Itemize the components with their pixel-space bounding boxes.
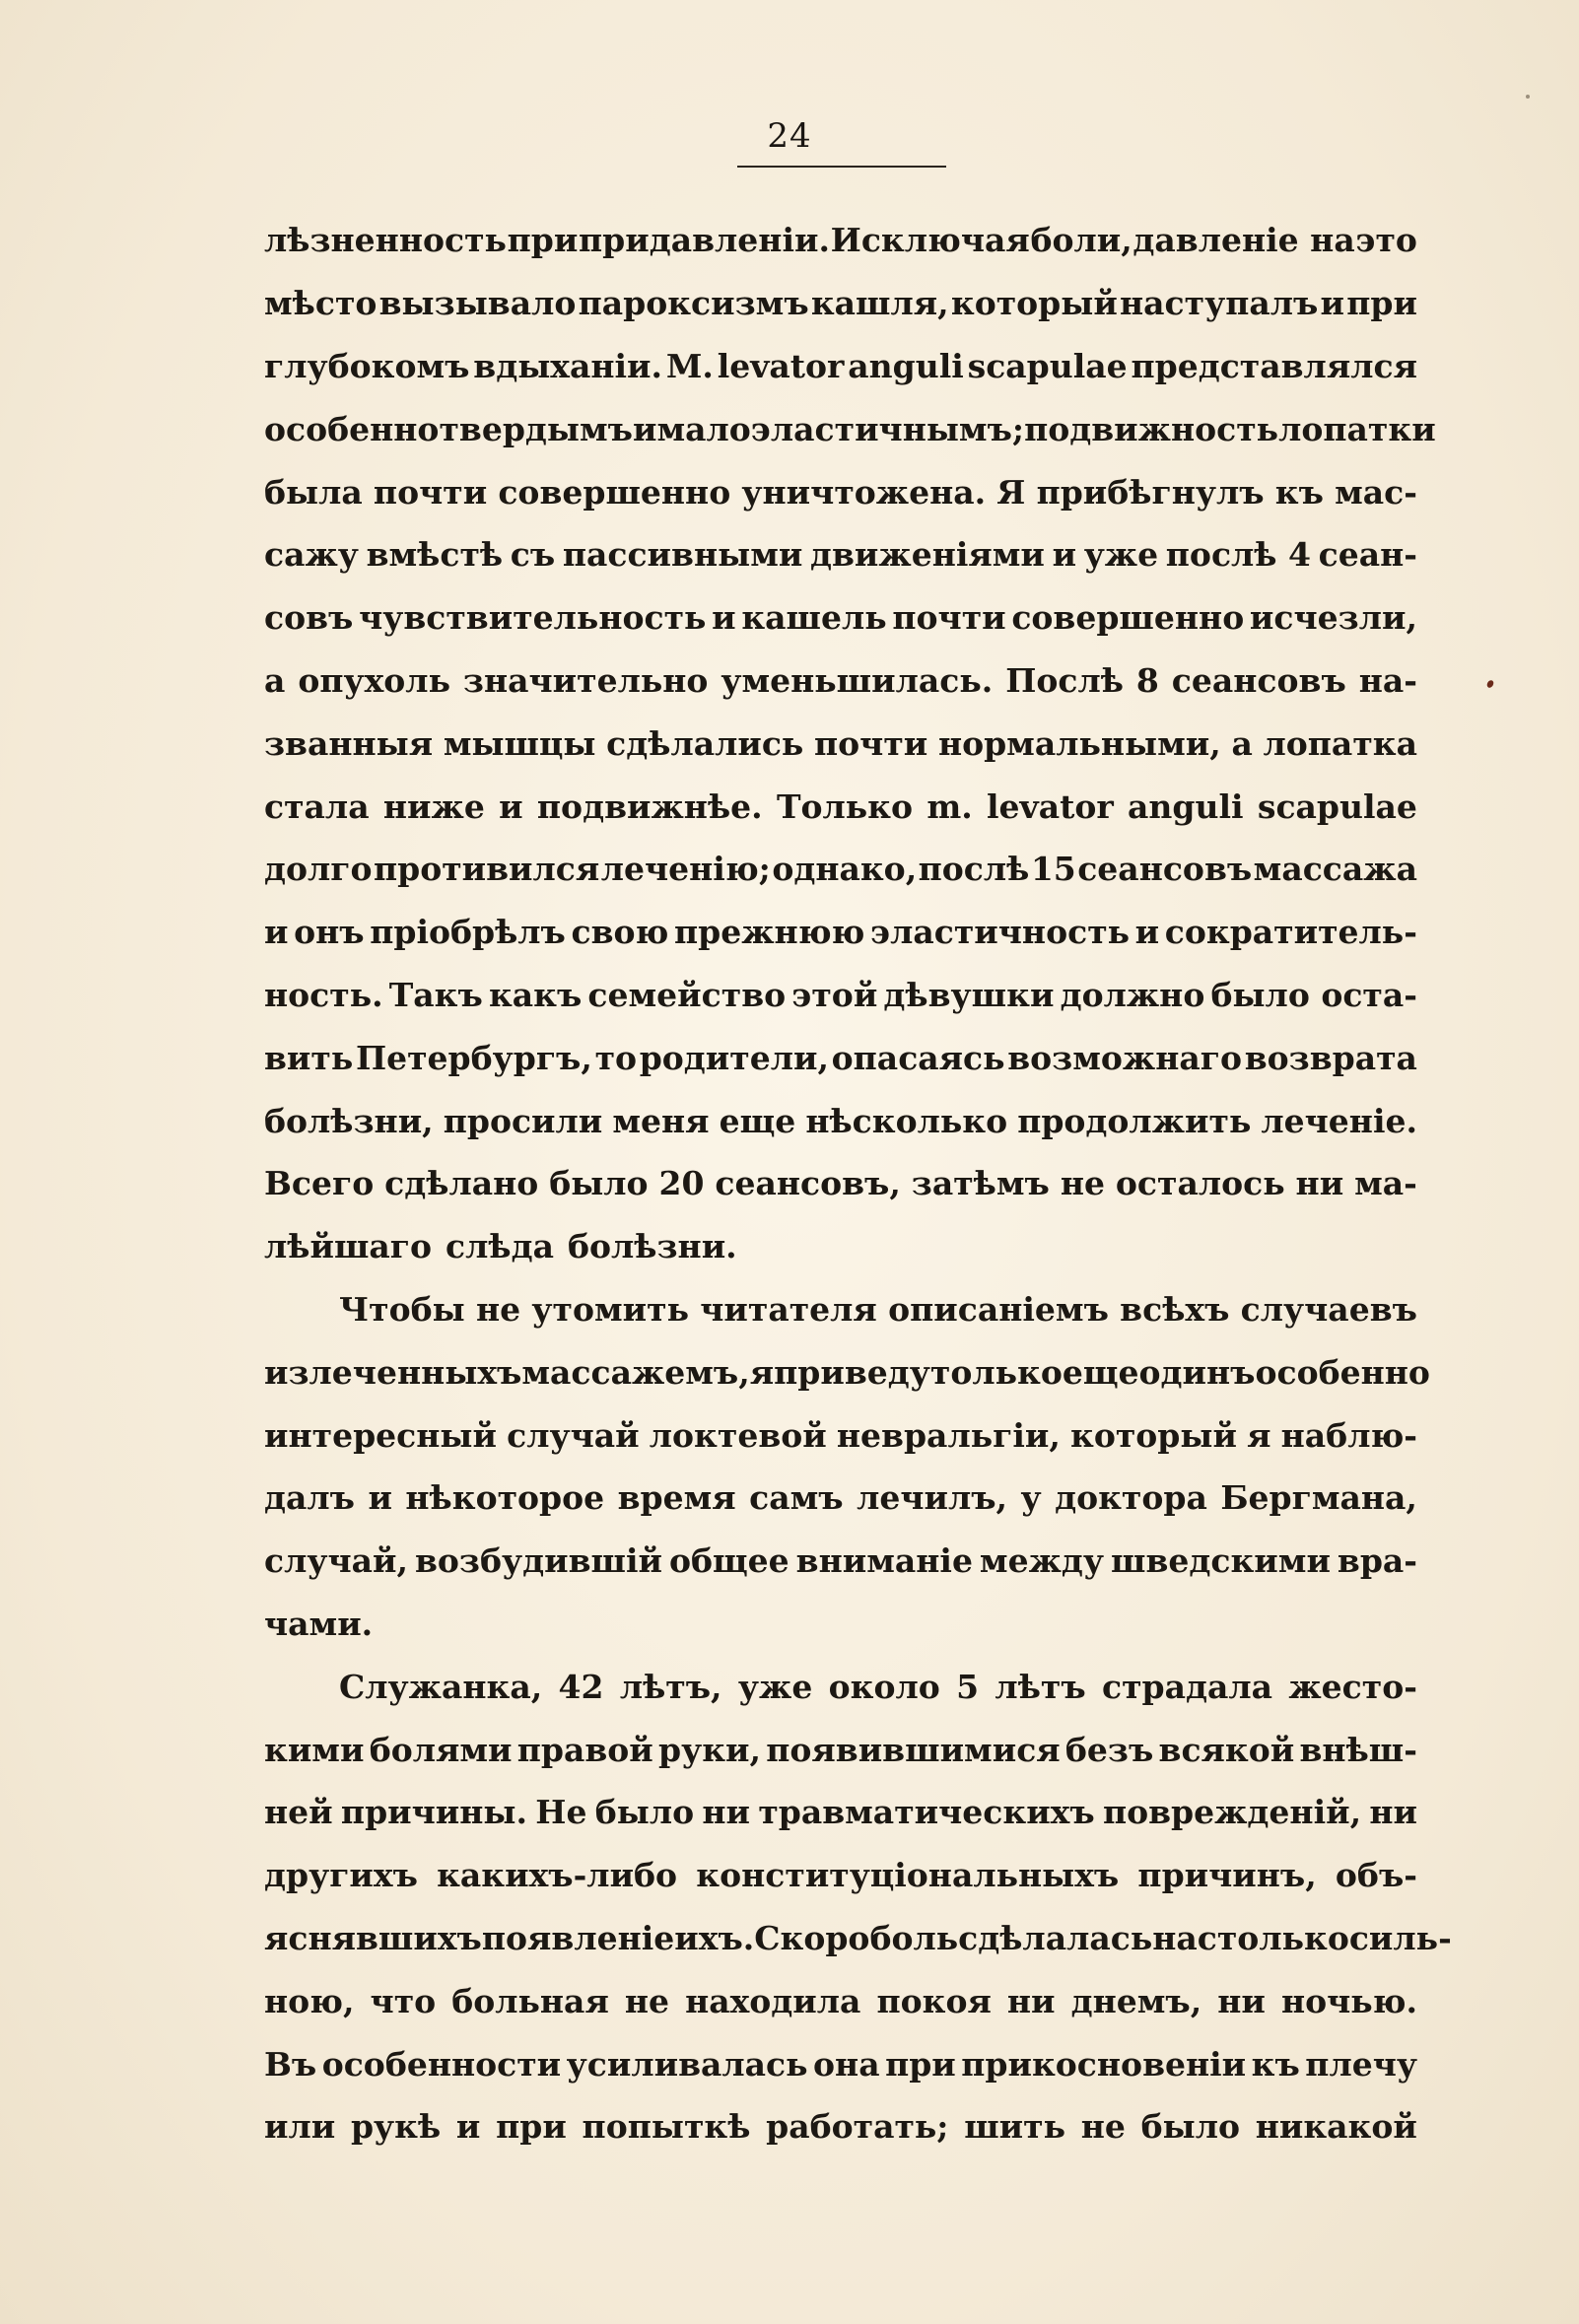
- word: Не: [535, 1793, 587, 1832]
- word: почти: [814, 723, 928, 763]
- word: опухоль: [298, 660, 450, 700]
- text-line: [264, 1152, 1417, 1215]
- word: 5: [956, 1667, 980, 1706]
- word: а: [264, 660, 286, 700]
- word: лопатки: [1278, 409, 1436, 448]
- word: я: [749, 1352, 775, 1392]
- word: болѣзни.: [567, 1227, 737, 1266]
- word: дѣвушки: [883, 975, 1055, 1014]
- word: усиливалась: [566, 2044, 808, 2084]
- word: возбудившій: [414, 1541, 662, 1581]
- word: levator: [987, 786, 1114, 826]
- word: ность.: [264, 975, 383, 1014]
- word: Чтобы: [339, 1289, 465, 1329]
- text-line: [264, 1907, 1452, 1970]
- word: и: [499, 786, 523, 826]
- word: и: [1052, 535, 1077, 575]
- word: семейство: [587, 975, 787, 1014]
- word: ни: [1295, 1164, 1344, 1203]
- word: руки,: [658, 1730, 761, 1769]
- word: конституціональныхъ: [696, 1856, 1120, 1895]
- word: лопатка: [1263, 723, 1417, 763]
- text-line: [264, 1718, 1417, 1781]
- word: возврата: [1244, 1038, 1417, 1077]
- word: scapulae: [1257, 786, 1417, 826]
- word: страдала: [1101, 1667, 1273, 1706]
- word: Послѣ: [1005, 660, 1124, 700]
- word: почти: [892, 598, 1006, 638]
- word: утомить: [531, 1289, 689, 1329]
- word: безъ: [1064, 1730, 1154, 1769]
- word: лѣзненность: [264, 221, 507, 260]
- word: при: [1346, 284, 1417, 323]
- word: сдѣлалась: [958, 1918, 1153, 1957]
- word: доктора: [1055, 1478, 1207, 1518]
- word: Въ: [264, 2044, 317, 2084]
- text-line: [264, 1215, 1417, 1278]
- word: приведу: [774, 1352, 930, 1392]
- word: массажа: [1253, 850, 1417, 889]
- text-line: [264, 649, 1417, 713]
- word: случаевъ: [1240, 1289, 1417, 1329]
- word: кашля,: [810, 284, 949, 323]
- word: у: [1020, 1478, 1042, 1518]
- text-line: [264, 964, 1417, 1027]
- text-line: [264, 775, 1417, 838]
- word: какъ: [488, 975, 583, 1014]
- word: который: [1070, 1415, 1237, 1455]
- text-line: [264, 838, 1417, 901]
- word: просили: [443, 1101, 603, 1140]
- word: больная: [451, 1981, 609, 2020]
- word: прибѣгнулъ: [1036, 472, 1265, 512]
- word: а: [1231, 723, 1253, 763]
- text-line: [264, 335, 1417, 398]
- word: это: [1355, 221, 1417, 260]
- word: сеансовъ,: [715, 1164, 901, 1203]
- word: описаніемъ: [888, 1289, 1109, 1329]
- word: сдѣлано: [384, 1164, 539, 1203]
- word: яснявшихъ: [264, 1918, 482, 1957]
- word: около: [828, 1667, 940, 1706]
- header-rule: [737, 166, 946, 168]
- word: званныя: [264, 723, 434, 763]
- word: scapulae: [967, 346, 1128, 385]
- word: кашель: [741, 598, 887, 638]
- word: затѣмъ: [911, 1164, 1050, 1203]
- word: продолжить: [1017, 1101, 1252, 1140]
- word: къ: [1274, 472, 1324, 512]
- page-number: 24: [767, 116, 812, 156]
- word: нѣкоторое: [405, 1478, 605, 1518]
- word: ною,: [264, 1981, 355, 2020]
- word: пріобрѣлъ: [370, 913, 566, 952]
- word: Всего: [264, 1164, 375, 1203]
- word: леченіе.: [1261, 1101, 1417, 1140]
- word: давленіе на: [1133, 221, 1355, 260]
- text-line: [264, 1278, 1417, 1341]
- word: придавленіи.: [579, 221, 830, 260]
- word: излеченныхъ: [264, 1352, 522, 1392]
- word: нормальными,: [937, 723, 1221, 763]
- word: послѣ: [918, 850, 1030, 889]
- word: общее: [668, 1541, 790, 1581]
- text-line: [264, 1340, 1430, 1403]
- word: она: [813, 2044, 880, 2084]
- text-line: [264, 1781, 1417, 1844]
- word: при: [507, 221, 579, 260]
- text-line: [264, 901, 1417, 964]
- word: не: [624, 1981, 670, 2020]
- word: еще: [719, 1101, 796, 1140]
- word: levator: [717, 346, 845, 385]
- word: не: [1080, 2107, 1126, 2147]
- word: и: [455, 2107, 481, 2147]
- word: на-: [1358, 660, 1417, 700]
- word: и: [368, 1478, 392, 1518]
- word: находила: [685, 1981, 861, 2020]
- word: и: [264, 913, 289, 952]
- word: вра-: [1337, 1541, 1417, 1581]
- word: леченію;: [600, 850, 771, 889]
- word: 42: [558, 1667, 604, 1706]
- word: ней: [264, 1793, 333, 1832]
- word: причины.: [340, 1793, 527, 1832]
- word: появившимися: [766, 1730, 1061, 1769]
- word: родители,: [639, 1038, 829, 1077]
- text-line: [264, 1467, 1417, 1530]
- word: 15: [1030, 850, 1076, 889]
- word: была: [264, 472, 363, 512]
- word: вдыханіи.: [473, 346, 663, 385]
- text-line: [264, 2095, 1417, 2158]
- word: этой: [791, 975, 878, 1014]
- text-line: [264, 1530, 1417, 1593]
- word: ни: [702, 1793, 751, 1832]
- word: было оста-: [1210, 975, 1417, 1014]
- text-line: [264, 209, 1417, 272]
- word: мас-: [1335, 472, 1417, 512]
- word: между: [979, 1541, 1105, 1581]
- word: онъ: [294, 913, 365, 952]
- word: объ-: [1335, 1856, 1417, 1895]
- word: болями: [369, 1730, 513, 1769]
- body-text: [264, 209, 1452, 2158]
- word: боль: [869, 1918, 959, 1957]
- word: было: [549, 1164, 649, 1203]
- word: представлялся: [1131, 346, 1417, 385]
- text-line: [264, 460, 1417, 523]
- word: сажу: [264, 535, 359, 575]
- word: вмѣстѣ: [366, 535, 504, 575]
- word: невральгіи,: [836, 1415, 1061, 1455]
- word: настолько: [1152, 1918, 1349, 1957]
- word: anguli: [1128, 786, 1244, 826]
- text-line: [264, 2032, 1417, 2095]
- word: случай: [507, 1415, 640, 1455]
- word: силь-: [1348, 1918, 1452, 1957]
- word: далъ: [264, 1478, 355, 1518]
- word: совершенно: [1011, 598, 1245, 638]
- word: локтевой: [649, 1415, 827, 1455]
- word: наблю-: [1280, 1415, 1417, 1455]
- word: сдѣлались: [606, 723, 804, 763]
- word: нѣсколько: [805, 1101, 1008, 1140]
- word: глубокомъ: [264, 346, 470, 385]
- word: правой: [516, 1730, 653, 1769]
- word: ма-: [1354, 1164, 1417, 1203]
- page-header: [0, 116, 1579, 156]
- word: чами.: [264, 1604, 374, 1643]
- word: долго: [264, 850, 373, 889]
- word: anguli: [848, 346, 964, 385]
- text-line: [264, 586, 1417, 649]
- word: эластичность: [870, 913, 1131, 952]
- word: сеансовъ: [1077, 850, 1253, 889]
- word: кими: [264, 1730, 365, 1769]
- word: Такъ: [388, 975, 483, 1014]
- word: исчезли,: [1249, 598, 1417, 638]
- word: массажемъ,: [521, 1352, 750, 1392]
- word: вызывало: [378, 284, 577, 323]
- word: противился: [373, 850, 600, 889]
- word: свою: [571, 913, 669, 952]
- word: должно: [1060, 975, 1205, 1014]
- word: никакой: [1255, 2107, 1417, 2147]
- word: какихъ-либо: [437, 1856, 678, 1895]
- word: травматическихъ: [758, 1793, 1095, 1832]
- word: появленіе: [481, 1918, 675, 1957]
- word: ни: [1217, 1981, 1266, 2020]
- word: который: [950, 284, 1118, 323]
- word: Только: [776, 786, 914, 826]
- word: рукѣ: [350, 2107, 442, 2147]
- word: меня: [612, 1101, 710, 1140]
- word: совъ: [264, 598, 354, 638]
- word: m.: [927, 786, 973, 826]
- word: уничтожена.: [741, 472, 987, 512]
- text-line: [264, 1026, 1417, 1089]
- word: Служанка,: [339, 1667, 543, 1706]
- word: уменьшилась.: [721, 660, 994, 700]
- word: или: [264, 2107, 336, 2147]
- word: уже: [1083, 535, 1159, 575]
- text-line: [264, 1969, 1417, 2032]
- word: М.: [665, 346, 714, 385]
- word: Бергмана,: [1220, 1478, 1417, 1518]
- paper-speck: [1526, 95, 1530, 99]
- word: ночью.: [1280, 1981, 1417, 2020]
- word: покоя: [876, 1981, 992, 2020]
- word: слѣда: [446, 1227, 554, 1266]
- text-line: [264, 397, 1436, 460]
- word: совершенно: [498, 472, 731, 512]
- word: Исключая: [830, 221, 1030, 260]
- text-line: [264, 1655, 1417, 1718]
- word: вить: [264, 1038, 354, 1077]
- word: мѣсто: [264, 284, 378, 323]
- word: наступалъ: [1120, 284, 1319, 323]
- word: пароксизмъ: [578, 284, 809, 323]
- word: шить: [964, 2107, 1066, 2147]
- word: опасаясь: [831, 1038, 1005, 1077]
- word: возможнаго: [1007, 1038, 1243, 1077]
- word: ихъ.: [674, 1918, 755, 1957]
- word: особенности: [321, 2044, 562, 2084]
- word: прежнюю: [674, 913, 865, 952]
- word: днемъ,: [1070, 1981, 1202, 2020]
- word: причинъ,: [1137, 1856, 1317, 1895]
- word: и: [632, 409, 657, 448]
- word: плечу: [1305, 2044, 1417, 2084]
- word: особенно: [1255, 1352, 1430, 1392]
- word: однако,: [772, 850, 918, 889]
- word: интересный: [264, 1415, 497, 1455]
- word: поврежденій,: [1102, 1793, 1362, 1832]
- word: при: [885, 2044, 956, 2084]
- word: не: [475, 1289, 521, 1329]
- word: только: [929, 1352, 1063, 1392]
- word: было: [1140, 2107, 1240, 2147]
- word: шведскими: [1111, 1541, 1331, 1581]
- word: мало: [656, 409, 751, 448]
- word: подвижность: [1024, 409, 1279, 448]
- word: пассивными: [562, 535, 803, 575]
- word: Петербургъ,: [355, 1038, 592, 1077]
- word: лѣтъ: [995, 1667, 1086, 1706]
- word: я: [1247, 1415, 1271, 1455]
- word: твердымъ: [439, 409, 633, 448]
- word: стала: [264, 786, 370, 826]
- word: прикосновеніи: [961, 2044, 1247, 2084]
- word: къ: [1251, 2044, 1300, 2084]
- word: особенно: [264, 409, 440, 448]
- text-line: [264, 272, 1417, 335]
- word: сократитель-: [1164, 913, 1417, 952]
- word: ни: [1006, 1981, 1056, 2020]
- word: попыткѣ: [582, 2107, 751, 2147]
- word: боли,: [1030, 221, 1133, 260]
- word: и: [712, 598, 736, 638]
- word: 20: [658, 1164, 705, 1203]
- word: время: [617, 1478, 736, 1518]
- word: и: [1134, 913, 1160, 952]
- word: лѣйшаго: [264, 1227, 433, 1266]
- word: мышцы: [443, 723, 596, 763]
- word: работать;: [766, 2107, 949, 2147]
- word: одинъ: [1138, 1352, 1256, 1392]
- word: послѣ 4: [1165, 535, 1311, 575]
- text-line: [264, 1089, 1417, 1152]
- word: случай,: [264, 1541, 408, 1581]
- word: при: [496, 2107, 567, 2147]
- word: вниманіе: [795, 1541, 973, 1581]
- word: чувствительность: [359, 598, 707, 638]
- word: значительно: [462, 660, 709, 700]
- word: ни: [1369, 1793, 1417, 1832]
- word: движеніями: [809, 535, 1045, 575]
- word: другихъ: [264, 1856, 418, 1895]
- word: уже: [737, 1667, 813, 1706]
- word: читателя: [700, 1289, 877, 1329]
- word: то: [594, 1038, 638, 1077]
- word: сеансовъ: [1171, 660, 1346, 700]
- word: внѣш-: [1299, 1730, 1417, 1769]
- word: съ: [510, 535, 556, 575]
- text-line: [264, 523, 1417, 586]
- word: было: [594, 1793, 695, 1832]
- word: ниже: [382, 786, 485, 826]
- word: жесто-: [1288, 1667, 1417, 1706]
- ink-speck: [1485, 679, 1494, 689]
- word: и: [1320, 284, 1345, 323]
- word: еще: [1062, 1352, 1139, 1392]
- word: лечилъ,: [857, 1478, 1008, 1518]
- word: 8: [1135, 660, 1159, 700]
- text-line: [264, 1403, 1417, 1467]
- word: сеан-: [1318, 535, 1417, 575]
- word: всякой: [1158, 1730, 1295, 1769]
- word: всѣхъ: [1120, 1289, 1230, 1329]
- word: лѣтъ,: [619, 1667, 722, 1706]
- word: Я: [996, 472, 1026, 512]
- word: почти: [373, 472, 488, 512]
- word: что: [370, 1981, 437, 2020]
- text-line: [264, 1844, 1417, 1907]
- word: болѣзни,: [264, 1101, 434, 1140]
- word: Скоро: [754, 1918, 870, 1957]
- word: подвижнѣе.: [536, 786, 763, 826]
- word: осталось: [1115, 1164, 1285, 1203]
- text-line: [264, 1593, 1417, 1656]
- word: эластичнымъ;: [750, 409, 1025, 448]
- text-line: [264, 712, 1417, 775]
- word: не: [1060, 1164, 1105, 1203]
- word: самъ: [749, 1478, 844, 1518]
